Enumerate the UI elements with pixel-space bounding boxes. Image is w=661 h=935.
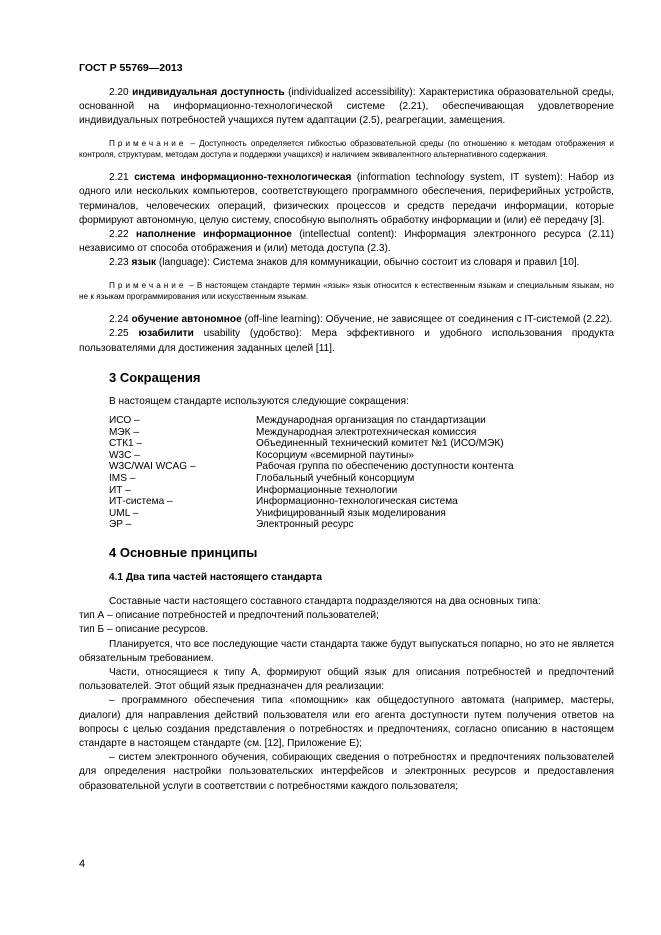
term-name: обучение автономное	[131, 314, 242, 326]
term-name: наполнение информационное	[136, 229, 292, 241]
abbreviation-row	[109, 461, 514, 473]
term-number: 2.23	[109, 257, 129, 269]
abbreviation-code: W3C –	[109, 449, 140, 461]
term-number: 2.21	[109, 172, 129, 184]
paragraph: тип Б – описание ресурсов.	[79, 624, 209, 636]
abbreviation-description: Информационно-технологическая система	[256, 496, 458, 508]
term-number: 2.22	[109, 229, 129, 241]
abbreviation-row	[109, 438, 514, 450]
term-definition: (language): Система знаков для коммуникации, обычно состоит из словаря и правил [10].	[158, 257, 580, 269]
abbreviation-row	[109, 519, 514, 531]
abbreviation-description: Объединенный технический комитет №1 (ИСО/МЭК)	[256, 438, 504, 450]
abbreviation-row	[109, 508, 514, 520]
term-number: 2.25	[109, 328, 129, 340]
note-text: – Доступность определяется гибкостью образовательной среды (по отношению к методам отображения и контроля, структурам, методам доступа и поддержки учащихся) и наличием эквивалентного альтернативного содержания.	[79, 138, 614, 160]
abbreviation-row	[109, 415, 514, 427]
abbreviations-table	[109, 415, 514, 531]
abbreviation-code: ИСО –	[109, 415, 140, 427]
abbreviation-description: Информационные технологии	[256, 484, 398, 496]
term-name: индивидуальная доступность	[132, 87, 285, 98]
abbreviation-row	[109, 485, 514, 497]
term-name: юзабилити	[138, 328, 194, 340]
term-number: 2.24	[109, 314, 129, 326]
list-item: – программного обеспечения типа «помощник» как общедоступного автомата (например, мастеры, диалоги) для направления действий пользователя или его агента доступности путем получения ответов на вопросы с целью создания представления о потребностях и предпочтениях, согласно описанию в настоящем стандарте в настоящем стандарте (см. [12], Приложение Е);	[79, 695, 614, 749]
term-2-24	[79, 313, 614, 327]
term-2-20	[79, 86, 614, 129]
section-3-intro: В настоящем стандарте используются следующие сокращения:	[109, 395, 409, 407]
paragraph: тип А – описание потребностей и предпочтений пользователей;	[79, 610, 379, 622]
term-name: язык	[131, 257, 157, 269]
term-definition: (off-line learning): Обучение, не зависящее от соединения с IT-системой (2.22).	[244, 314, 613, 326]
paragraph: Составные части настоящего составного стандарта подразделяются на два основных типа:	[109, 595, 541, 607]
term-2-21	[79, 171, 614, 228]
abbreviation-code: IMS –	[109, 473, 136, 484]
abbreviation-description: Электронный ресурс	[256, 519, 354, 531]
abbreviation-description: Косорциум «всемирной паутины»	[256, 449, 415, 461]
term-2-22	[79, 228, 614, 256]
abbreviation-description: Рабочая группа по обеспечению доступности контента	[256, 461, 514, 473]
note-text: – В настоящем стандарте термин «язык» язык относится к естественным языкам и специальным языкам, но не к языкам программирования или искусственным языкам.	[79, 280, 614, 302]
abbreviation-row	[109, 496, 514, 508]
note-2	[79, 280, 614, 304]
term-definition: (individualized accessibility): Характеристика образовательной среды, основанной на информационно-технологической системе (2.21), обеспечивающая удовлетворение индивидуальных потребностей учащихся путем адаптации (2.5), реагрегации, замещения.	[79, 87, 614, 127]
term-2-23	[79, 256, 614, 270]
section-3-heading: 3 Сокращения	[109, 369, 201, 385]
term-definition: usability (удобство): Мера эффективного и удобного использования продукта пользователями для достижения заданных целей [11].	[79, 328, 614, 354]
term-name: система информационно-технологическая	[134, 172, 352, 184]
note-1	[79, 138, 614, 162]
page-number: 4	[79, 858, 86, 870]
term-definition: (intellectual content): Информация электронного ресурса (2.11) независимо от способа отображения и (или) метода доступа (2.3).	[79, 229, 614, 255]
abbreviation-description: Глобальный учебный консорциум	[256, 473, 415, 484]
page-content	[79, 86, 614, 794]
abbreviation-code: ЭР –	[109, 519, 132, 531]
abbreviation-code: W3C/WAI WCAG –	[109, 461, 196, 473]
section-4-heading: 4 Основные принципы	[109, 544, 258, 560]
note-label: Примечание	[109, 138, 187, 148]
section-4-1-heading: 4.1 Два типа частей настоящего стандарта	[109, 571, 322, 583]
abbreviation-row	[109, 473, 514, 485]
abbreviation-description: Международная электротехническая комиссия	[256, 426, 477, 438]
list-item: – систем электронного обучения, собирающих сведения о потребностях и предпочтениях пользователей для определения настройки пользовательских интерфейсов и электронных ресурсов и предоставления образовательной услуги в соответствии с потребностями каждого пользователя;	[79, 752, 614, 792]
paragraph: Части, относящиеся к типу А, формируют общий язык для описания потребностей и предпочтений пользователей. Этот общий язык предназначен для реализации:	[79, 666, 614, 693]
paragraph: Планируется, что все последующие части стандарта также будут выпускаться попарно, но это не является обязательным требованием.	[79, 638, 614, 664]
term-definition: (information technology system, IT system): Набор из одного или нескольких компьютеров, соответствующего программного обеспечения, периферийных устройств, терминалов, человеческих операций, физических процессов и средств передачи информации, которые формируют автономную, целую систему, способную выполнять обработку информации и (или) её передачу [3].	[79, 172, 615, 226]
document-header: ГОСТ Р 55769—2013	[79, 62, 183, 74]
abbreviation-code: СТК1 –	[109, 438, 143, 450]
abbreviation-description: Унифицированный язык моделирования	[256, 507, 446, 519]
note-label: Примечание	[109, 280, 187, 290]
abbreviation-description: Международная организация по стандартизации	[256, 415, 486, 427]
abbreviation-code: UML –	[109, 507, 139, 519]
abbreviation-code: ИТ –	[109, 484, 131, 496]
abbreviation-row	[109, 450, 514, 462]
abbreviation-code: МЭК –	[109, 426, 139, 438]
abbreviation-code: ИТ-система –	[109, 496, 173, 508]
abbreviation-row	[109, 427, 514, 439]
term-number: 2.20	[109, 87, 129, 98]
term-2-25	[79, 327, 614, 355]
